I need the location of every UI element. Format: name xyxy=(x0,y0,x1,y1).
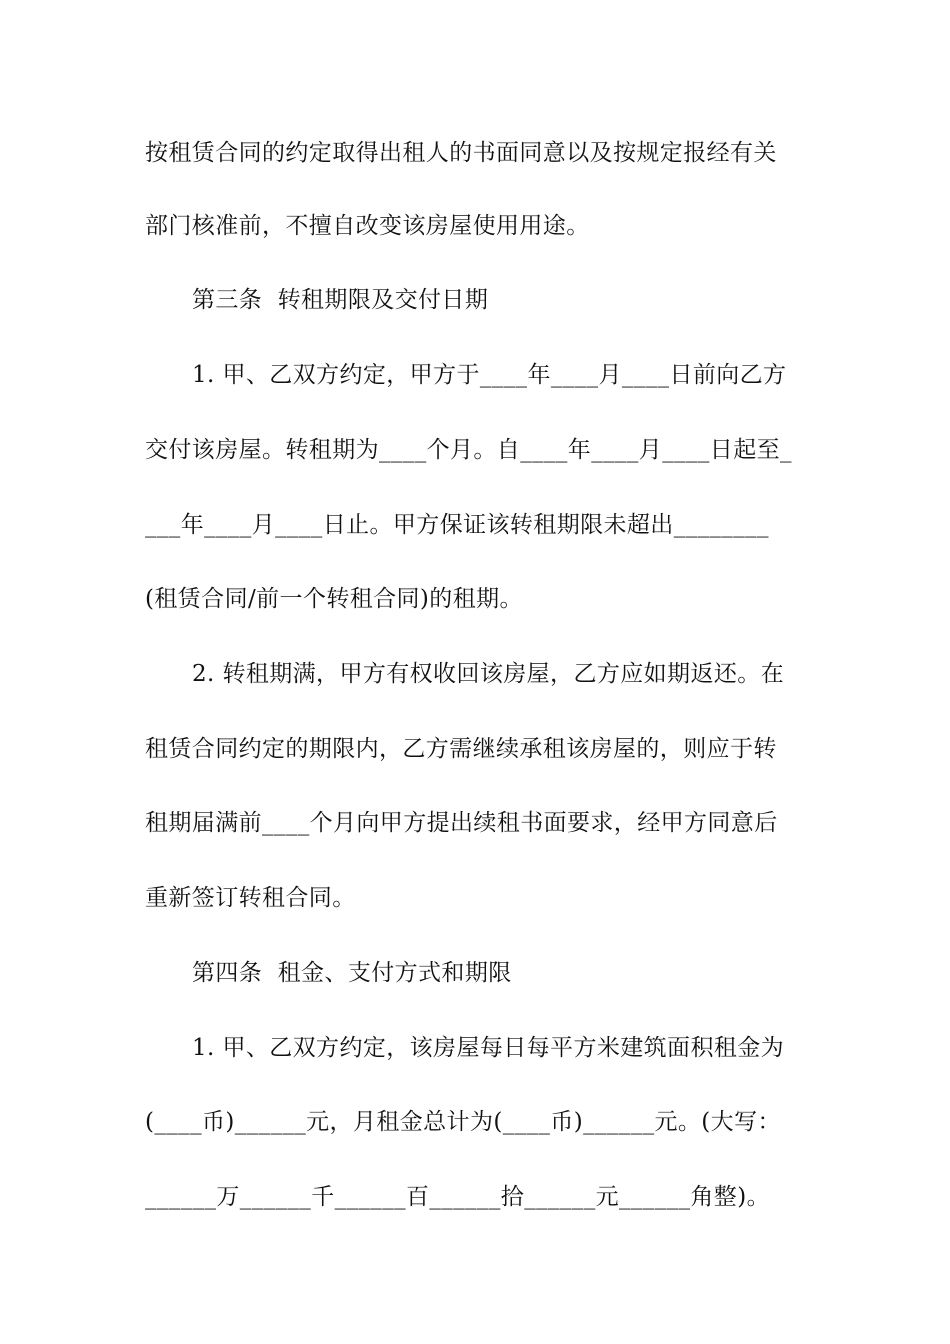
text-line-4: 1. 甲、乙双方约定，甲方于____年____月____日前向乙方 xyxy=(192,362,787,388)
text-line-6: ___年____月____日止。甲方保证该转租期限未超出________ xyxy=(145,512,769,538)
text-line-9: 租赁合同约定的期限内，乙方需继续承租该房屋的，则应于转 xyxy=(145,736,777,762)
section-heading-4: 第四条 租金、支付方式和期限 xyxy=(192,960,512,986)
text-line-15: ______万______千______百______拾______元______角整)。 xyxy=(145,1184,770,1210)
text-line-1: 按租赁合同的约定取得出租人的书面同意以及按规定报经有关 xyxy=(145,140,777,166)
text-line-7: (租赁合同/前一个转租合同)的租期。 xyxy=(145,586,523,612)
text-line-10: 租期届满前____个月向甲方提出续租书面要求，经甲方同意后 xyxy=(145,810,778,836)
text-line-8: 2. 转租期满，甲方有权收回该房屋，乙方应如期返还。在 xyxy=(192,661,785,687)
text-line-13: 1. 甲、乙双方约定，该房屋每日每平方米建筑面积租金为 xyxy=(192,1035,785,1061)
section-heading-3: 第三条 转租期限及交付日期 xyxy=(192,287,489,313)
text-line-11: 重新签订转租合同。 xyxy=(145,885,356,911)
text-line-14: (____币)______元，月租金总计为(____币)______元。(大写： xyxy=(145,1109,781,1135)
text-line-2: 部门核准前，不擅自改变该房屋使用用途。 xyxy=(145,213,590,239)
text-line-5: 交付该房屋。转租期为____个月。自____年____月____日起至_ xyxy=(145,437,792,463)
